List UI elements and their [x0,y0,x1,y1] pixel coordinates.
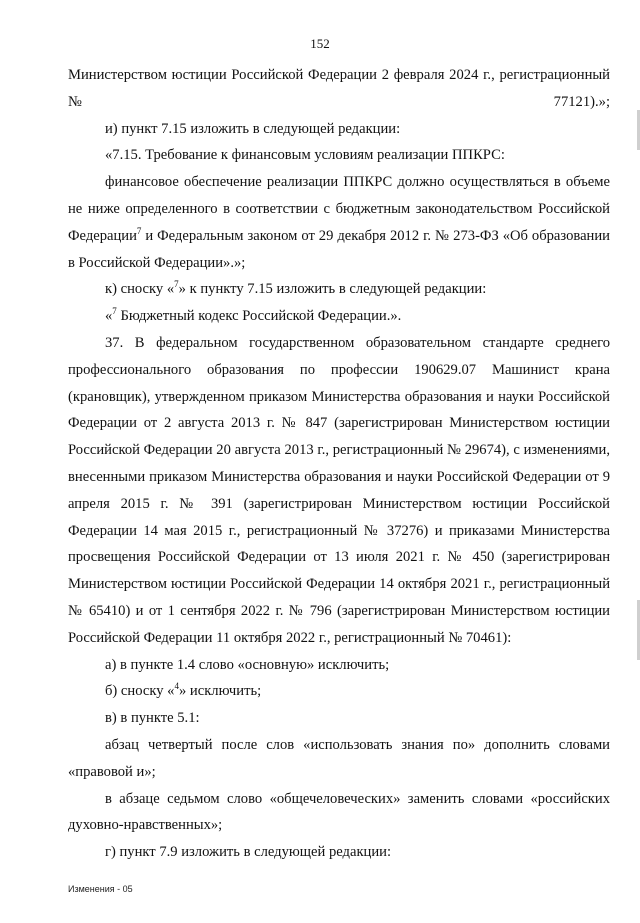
footnote-marker: 4 [174,681,179,692]
paragraph-item-a: а) в пункте 1.4 слово «основную» исключить; [105,656,390,673]
paragraph-item-k [68,276,610,303]
text-segment: финансовое обеспечение реализации ППКРС должно осуществляться в объеме не ниже определенного в соответствии с бюджетным законодательством Российской Федерации [68,174,610,244]
text-segment: к) сноску « [105,281,175,298]
paragraph-37: 37. В федеральном государственном образовательном стандарте среднего профессионального образования по профессии 190629.07 Машинист крана (крановщик), утвержденном приказом Министерства образования и науки Российской Федерации от 2 августа 2013 г. № 847 (зарегистрирован Министерством юстиции Российской Федерации 20 августа 2013 г., регистрационный № 29674), с изменениями, внесенными приказом Министерства образования и науки Российской Федерации от 9 апреля 2015 г. № 391 (зарегистрирован Министерством юстиции Российской Федерации 14 мая 2015 г., регистрационный № 37276) и приказами Министерства просвещения Российской Федерации от 13 июля 2021 г. № 450 (зарегистрирован Министерством юстиции Российской Федерации 14 октября 2021 г., регистрационный № 65410) и от 1 сентября 2022 г. № 796 (зарегистрирован Министерством юстиции Российской Федерации 11 октября 2022 г., регистрационный № 70461): [68,334,610,646]
text-segment: и Федеральным законом от 29 декабря 2012 г. № 273-ФЗ «Об образовании в Российской Федерации».»; [68,227,610,271]
text-segment: » к пункту 7.15 изложить в следующей редакции: [178,281,487,298]
paragraph-item-v: в) в пункте 5.1: [105,710,200,727]
paragraph-financial-provision [68,169,610,276]
page-number: 152 [310,36,330,51]
paragraph-7-15-title: «7.15. Требование к финансовым условиям реализации ППКРС: [105,147,505,164]
text-segment: » исключить; [178,683,262,700]
text-segment: б) сноску « [105,683,175,700]
text-segment: « [105,308,113,325]
paragraph-item-i: и) пункт 7.15 изложить в следующей редакции: [105,120,401,137]
paragraph-fourth-abzac: абзац четвертый после слов «использовать знания по» дополнить словами «правовой и»; [68,736,610,780]
footnote-marker: 7 [112,306,117,317]
document-body [68,62,610,866]
paragraph-item-b [68,678,610,705]
text-segment: Бюджетный кодекс Российской Федерации.». [116,308,402,325]
footnote-marker: 7 [136,225,142,236]
paragraph-item-g: г) пункт 7.9 изложить в следующей редакции: [105,844,392,861]
paragraph-registration-tail: Министерством юстиции Российской Федерации 2 февраля 2024 г., регистрационный № 77121).»; [68,67,610,110]
paragraph-seventh-abzac: в абзаце седьмом слово «общечеловеческих» заменить словами «российских духовно-нравственных»; [68,790,610,834]
footnote-marker: 7 [174,279,179,290]
paragraph-footnote-7 [68,303,610,330]
page-footer: Изменения - 05 [68,884,133,894]
